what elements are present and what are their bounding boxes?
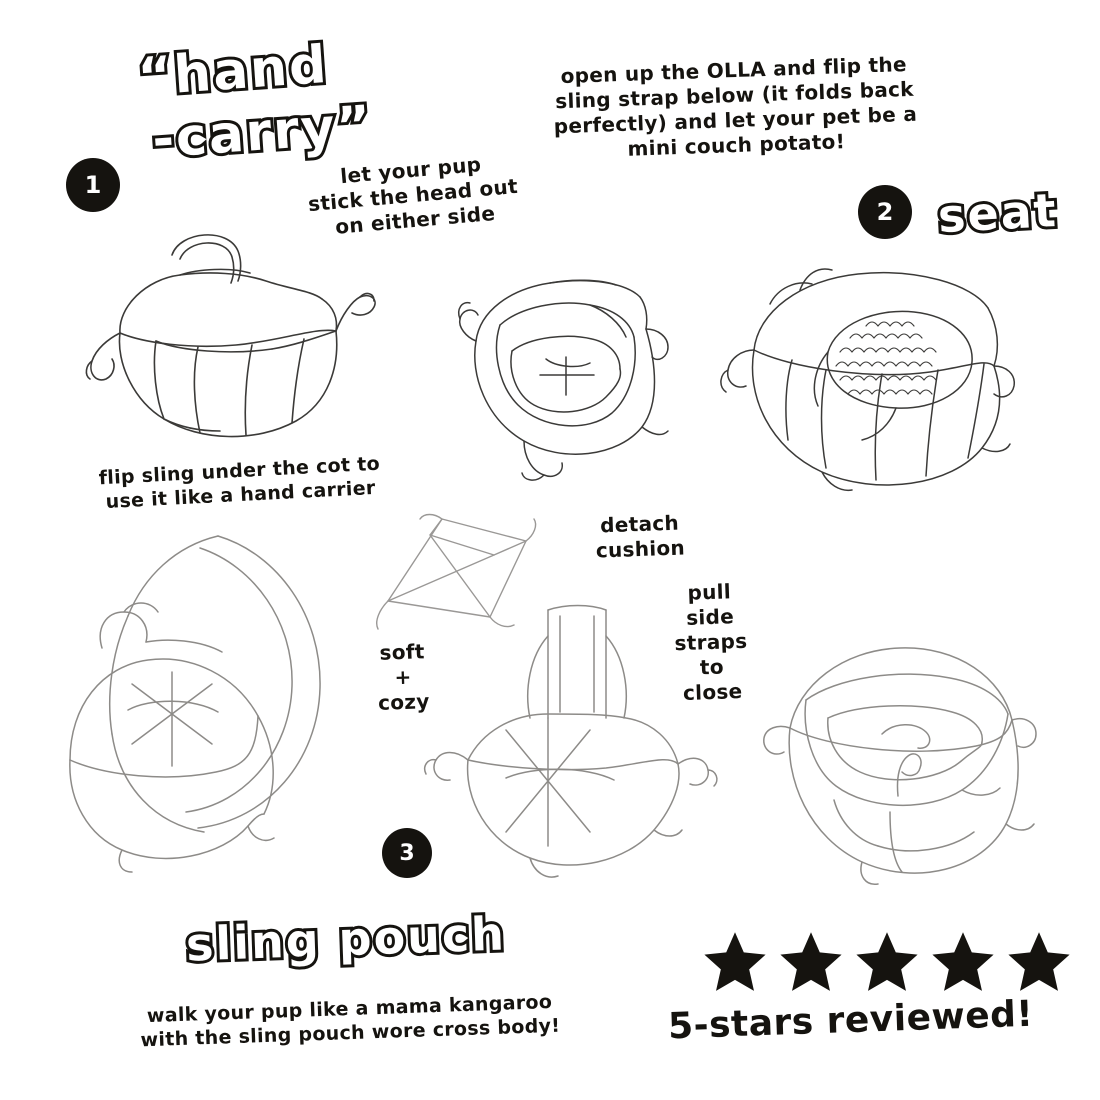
caption-detach-cushion: detach cushion [595,510,686,563]
step-1-title-line1: “hand [135,34,331,109]
open-carrier-cushion-sketch [440,245,710,515]
star-icon [700,928,770,996]
caption-stick-head-out: let your pup stick the head out on either side [307,151,519,239]
star-icon [776,928,846,996]
step-1-number: 1 [66,158,120,212]
hand-carry-bag-sketch [60,215,400,465]
star-icon [1004,928,1074,996]
caption-open-up-olla: open up the OLLA and flip the sling strap below (it folds back perfectly) and let your pet be a mini couch potato! [553,51,918,161]
star-icon [852,928,922,996]
step-3-badge [382,828,432,878]
caption-flip-sling-under: flip sling under the cot to use it like a hand carrier [98,452,381,513]
step-1-title [136,32,375,173]
step-1-badge [66,158,120,212]
caption-walk-your-pup: walk your pup like a mama kangaroo with the sling pouch wore cross body! [140,990,561,1052]
sling-pouch-closed-sketch [750,600,1050,900]
sling-pouch-worn-sketch [40,520,370,880]
caption-soft-cozy: soft + cozy [377,639,430,715]
step-2-title: seat [936,182,1059,244]
step-1-title-line2: -carry” [150,95,375,171]
step-3-number: 3 [382,828,432,878]
star-icon [928,928,998,996]
seat-mode-sketch [700,240,1040,520]
caption-pull-side-straps: pull side straps to close [674,579,748,705]
step-2-number: 2 [858,185,912,239]
rating-label: 5-stars reviewed! [667,993,1034,1048]
step-3-title: sling pouch [185,906,507,972]
step-2-badge [858,185,912,239]
rating-stars [700,928,1074,996]
